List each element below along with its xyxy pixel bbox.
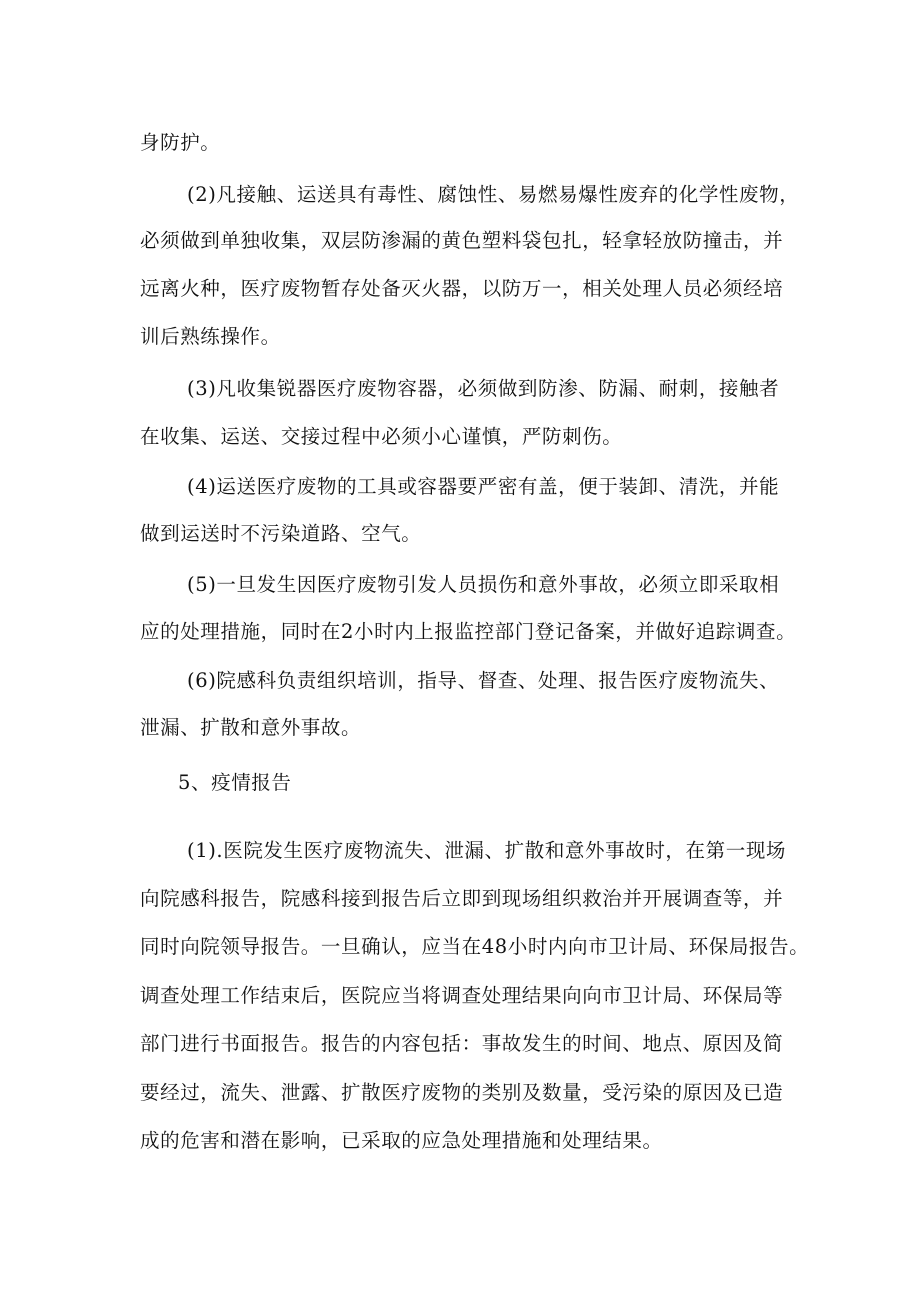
text-line: (1).医院发生医疗废物流失、泄漏、扩散和意外事故时，在第一现场 <box>187 839 787 862</box>
text-line: 向院感科报告，院感科接到报告后立即到现场组织救治并开展调查等，并 <box>140 887 784 910</box>
text-line: 远离火种，医疗废物暂存处备灭火器，以防万一，相关处理人员必须经培 <box>140 277 784 300</box>
text-line: 泄漏、扩散和意外事故。 <box>140 716 362 739</box>
text-line: 部门进行书面报告。报告的内容包括：事故发生的时间、地点、原因及简 <box>140 1032 784 1055</box>
text-line: 要经过，流失、泄露、扩散医疗废物的类别及数量，受污染的原因及已造 <box>140 1081 784 1104</box>
text-line: (4)运送医疗废物的工具或容器要严密有盖，便于装卸、清洗，并能 <box>187 475 780 498</box>
section-heading: 5、疫情报告 <box>178 771 292 794</box>
text-line: 成的危害和潜在影响，已采取的应急处理措施和处理结果。 <box>140 1129 663 1152</box>
text-line: (2)凡接触、运送具有毒性、腐蚀性、易燃易爆性废弃的化学性废物， <box>187 183 800 206</box>
text-line: 同时向院领导报告。一旦确认，应当在48小时内向市卫计局、环保局报告。 <box>140 935 810 958</box>
text-line: 调查处理工作结束后，医院应当将调查处理结果向向市卫计局、环保局等 <box>140 984 784 1007</box>
text-line: (5)一旦发生因医疗废物引发人员损伤和意外事故，必须立即采取相 <box>187 573 780 596</box>
text-line: 身防护。 <box>140 131 221 154</box>
text-line: 必须做到单独收集，双层防渗漏的黄色塑料袋包扎，轻拿轻放防撞击，并 <box>140 229 784 252</box>
text-line: 在收集、运送、交接过程中必须小心谨慎，严防刺伤。 <box>140 425 623 448</box>
text-line: 训后熟练操作。 <box>140 325 281 348</box>
text-line: 做到运送时不污染道路、空气。 <box>140 522 422 545</box>
text-line: 应的处理措施，同时在2小时内上报监控部门登记备案，并做好追踪调查。 <box>140 620 797 643</box>
text-line: (6)院感科负责组织培训，指导、督查、处理、报告医疗废物流失、 <box>187 669 780 692</box>
text-line: (3)凡收集锐器医疗废物容器，必须做到防渗、防漏、耐刺，接触者 <box>187 377 780 400</box>
